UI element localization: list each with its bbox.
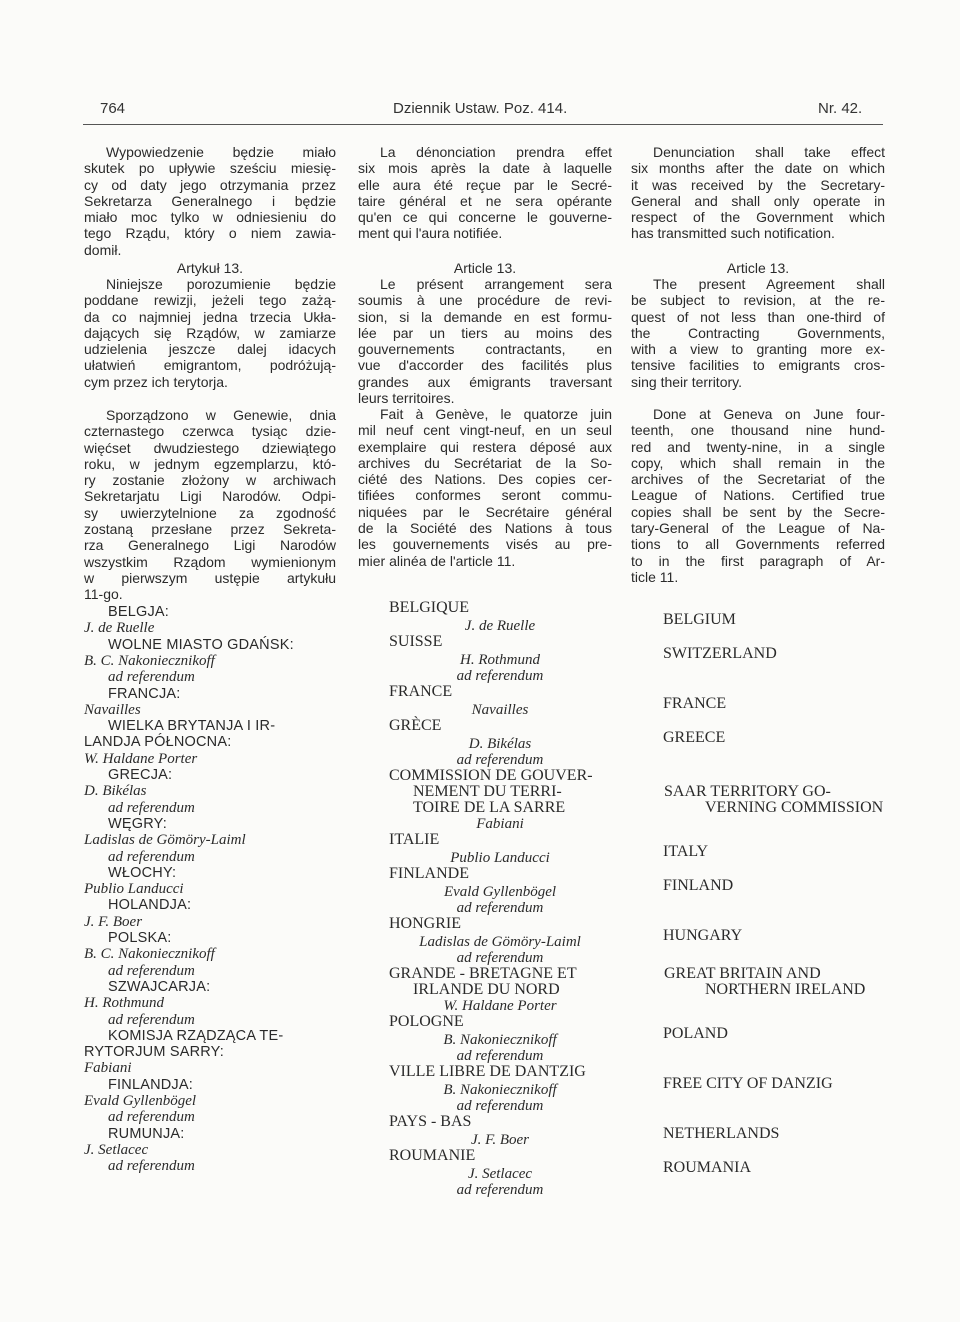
text-line: dających się Rządów, w zamiarze [84, 324, 336, 341]
country-label-fr: NEMENT DU TERRI- [413, 783, 562, 800]
english-paragraph-3 [631, 406, 885, 585]
country-label-fr: TOIRE DE LA SARRE [413, 799, 566, 816]
country-label-fr: HONGRIE [389, 915, 461, 932]
ad-referendum-note: ad referendum [456, 1098, 544, 1114]
text-line: niquées par le Secrétaire général [358, 503, 612, 520]
english-article-heading: Article 13. [726, 260, 790, 276]
country-label-fr: ITALIE [389, 831, 440, 848]
text-line: sy uwierzytelnione za zgodność [84, 504, 336, 521]
country-label: BELGJA: [108, 604, 170, 620]
text-line: cy od daty jego otrzymania przez [84, 176, 336, 193]
country-label: FINLANDJA: [108, 1076, 193, 1093]
text-line: it was received by the Secretary- [631, 176, 885, 193]
text-line: wszystkim Rządom wymienionym [84, 553, 336, 570]
text-line: six months after the date on which [631, 160, 885, 177]
text-line: soumis à une procédure de revi- [358, 292, 612, 309]
country-label-en: BELGIUM [663, 611, 736, 628]
text-line: has transmitted such notification. [631, 225, 835, 242]
signatory-name: B. Nakoniecznikoff [443, 1082, 557, 1098]
text-line: więćset dwudziestego dziewiątego [84, 439, 336, 456]
journal-title: Dziennik Ustaw. Poz. 414. [393, 100, 568, 117]
text-line: with a view to granting more ex- [631, 341, 885, 358]
text-line: ułatwień emigrantom, podróżują- [84, 357, 336, 374]
header-rule [83, 124, 883, 125]
text-line: sion, si la demande en est formu- [358, 308, 612, 325]
polish-article-heading: Artykuł 13. [176, 260, 244, 276]
country-label-en: POLAND [663, 1025, 728, 1042]
ad-referendum-note: ad referendum [108, 669, 195, 686]
text-line: roku, w jednym egzemplarzu, któ- [84, 455, 336, 472]
polish-paragraph-2 [84, 276, 336, 390]
signatory-name: J. F. Boer [470, 1132, 530, 1148]
text-line: tifiées conformes seront commu- [358, 487, 612, 504]
french-article-heading: Article 13. [453, 260, 517, 276]
text-line: ciété des Nations. Des copies cer- [358, 471, 612, 488]
text-line: w pierwszym ustępie artykułu [84, 569, 336, 586]
ad-referendum-note: ad referendum [108, 1109, 195, 1126]
signatory-name: Navailles [84, 701, 141, 718]
text-line: red and twenty-nine, in a single [631, 438, 885, 455]
country-label: WOLNE MIASTO GDAŃSK: [108, 636, 294, 653]
country-label-fr: SUISSE [389, 633, 443, 650]
ad-referendum-note: ad referendum [456, 1048, 544, 1064]
english-paragraph-1 [631, 144, 885, 242]
text-line: six mois après la date à laquelle [358, 160, 612, 177]
text-line: ry zostanie złożony w archiwach [84, 472, 336, 489]
text-line: elle aura été reçue par le Secré- [358, 176, 612, 193]
country-label-en: FREE CITY OF DANZIG [663, 1075, 833, 1092]
text-line: Sekretarjatu Ligi Narodów. Odpi- [84, 488, 336, 505]
text-line: mier alinéa de l'article 11. [358, 552, 516, 569]
country-label: HOLANDJA: [108, 897, 192, 914]
text-line: Denunciation shall take effect [653, 144, 885, 160]
text-line: les gouvernements visés au pre- [358, 536, 612, 553]
text-line: lée par un tiers au moins des [358, 324, 612, 341]
polish-paragraph-1 [84, 144, 336, 258]
text-line: the Contracting Governments, [631, 324, 885, 341]
text-line: taire général et ne sera opérante [358, 192, 612, 209]
text-line: teenth, one thousand nine hund- [631, 422, 885, 439]
text-line: Fait à Genève, le quatorze juin [380, 406, 612, 422]
signatory-name: J. F. Boer [84, 913, 143, 930]
country-label-fr: ROUMANIE [389, 1147, 476, 1164]
text-line: tensive facilities to emigrants cros- [631, 357, 885, 374]
text-line: Le présent arrangement sera [380, 276, 612, 292]
country-label-fr: COMMISSION DE GOUVER- [389, 767, 593, 784]
ad-referendum-note: ad referendum [456, 950, 544, 966]
country-label: WIELKA BRYTANJA I IR- [108, 718, 276, 735]
signatory-name: Evald Gyllenbögel [84, 1093, 197, 1109]
text-line: ment qui l'aura notifiée. [358, 225, 503, 242]
signatory-name: D. Bikélas [84, 783, 147, 800]
text-line: gouvernements contractants, en [358, 341, 612, 358]
ad-referendum-note: ad referendum [456, 668, 544, 684]
signatory-name: W. Haldane Porter [443, 998, 557, 1014]
text-line: sing their territory. [631, 373, 742, 390]
text-line: poddane rewizji, jeżeli tego zażą- [84, 292, 336, 309]
signatory-name: J. Setlacec [467, 1166, 533, 1182]
country-label-fr: BELGIQUE [389, 599, 469, 616]
text-line: grandes aux émigrants traversant [358, 373, 612, 390]
text-line: qu'en ce qui concerne le gouverne- [358, 209, 612, 226]
country-label: RUMUNJA: [108, 1125, 185, 1142]
text-line: skutek po upływie sześciu miesię- [84, 160, 336, 177]
text-line: leurs territoires. [358, 390, 455, 407]
page-number: 764 [100, 100, 126, 117]
signatory-name: B. C. Nakoniecznikoff [84, 652, 215, 669]
text-line: archives of the Secretariat of the [631, 471, 885, 488]
text-line: La dénonciation prendra effet [380, 144, 612, 160]
text-line: vue d'accorder des facilités plus [358, 357, 612, 374]
signatory-name: Ladislas de Gömöry-Laiml [419, 934, 581, 950]
signatory-name: Publio Landucci [450, 850, 550, 866]
country-label-en: NETHERLANDS [663, 1125, 780, 1142]
text-line: cym przez ich terytorja. [84, 373, 228, 390]
text-line: Sporządzono w Genewie, dnia [106, 407, 336, 423]
country-label: WĘGRY: [108, 815, 167, 832]
french-paragraph-3 [358, 406, 612, 569]
country-label: GRECJA: [108, 767, 173, 783]
country-label-en: ITALY [663, 843, 709, 860]
country-label-fr: VILLE LIBRE DE DANTZIG [389, 1063, 586, 1080]
text-line: zostaną przesłane przez Sekreta- [84, 521, 336, 538]
country-label-fr: IRLANDE DU NORD [413, 981, 560, 998]
text-line: to in the first paragraph of Ar- [631, 552, 885, 569]
text-line: The present Agreement shall [653, 276, 885, 292]
signatory-name: J. Setlacec [84, 1141, 149, 1158]
text-line: miało moc tylko w odniesieniu do [84, 209, 336, 226]
text-line: ticle 11. [631, 568, 679, 585]
country-label-en: GREECE [663, 729, 726, 746]
country-label-fr: GRANDE - BRETAGNE ET [389, 965, 577, 982]
text-line: tions to all Governments referred [631, 536, 885, 553]
country-label: LANDJA PÓŁNOCNA: [84, 734, 232, 751]
country-label: POLSKA: [108, 930, 172, 946]
ad-referendum-note: ad referendum [108, 1158, 195, 1175]
text-line: czternastego czerwca tysiąc dzie- [84, 423, 336, 440]
text-line: da co najmniej jedna trzecia Ukła- [84, 308, 336, 325]
signatory-name: J. de Ruelle [84, 620, 155, 637]
country-label-en: HUNGARY [663, 927, 743, 944]
signatory-name: Fabiani [84, 1060, 132, 1077]
signatory-name: B. C. Nakoniecznikoff [84, 946, 215, 963]
text-line: General and shall only operate in [631, 192, 885, 209]
country-label-en: FINLAND [663, 877, 734, 894]
text-line: Sekretarza Generalnego i będzie [84, 192, 336, 209]
issue-number: Nr. 42. [818, 100, 863, 117]
country-label-fr: FINLANDE [389, 865, 469, 882]
text-line: Wypowiedzenie będzie miało [106, 144, 336, 160]
country-label: WŁOCHY: [108, 864, 177, 881]
signatory-name: Publio Landucci [84, 881, 184, 898]
text-line: quest of not less than one-third of [631, 308, 885, 325]
signatory-name: Ladislas de Gömöry-Laiml [84, 832, 246, 849]
ad-referendum-note: ad referendum [456, 752, 544, 768]
country-label: RYTORJUM SARRY: [84, 1044, 224, 1061]
text-line: tego Rządu, który o niem zawia- [84, 225, 336, 242]
text-line: domił. [84, 241, 122, 258]
country-label-en: VERNING COMMISSION [705, 799, 884, 816]
text-line: archives du Secrétariat de la So- [358, 454, 612, 471]
french-paragraph-2 [358, 276, 612, 406]
signatory-name: Navailles [471, 702, 529, 718]
signatory-name: H. Rothmund [84, 995, 164, 1012]
text-line: respect of the Government which [631, 209, 885, 226]
country-label-en: GREAT BRITAIN AND [664, 965, 821, 982]
country-label-fr: POLOGNE [389, 1013, 464, 1030]
signatory-name: B. Nakoniecznikoff [443, 1032, 557, 1048]
text-line: de la Société des Nations à tous [358, 520, 612, 537]
signatory-name: W. Haldane Porter [84, 750, 198, 767]
country-label-en: SWITZERLAND [663, 645, 777, 662]
ad-referendum-note: ad referendum [456, 1182, 544, 1198]
text-line: Niniejsze porozumienie będzie [106, 276, 336, 292]
ad-referendum-note: ad referendum [456, 900, 544, 916]
ad-referendum-note: ad referendum [108, 799, 195, 816]
signatory-name: D. Bikélas [468, 736, 532, 752]
text-line: mil neuf cent vingt-neuf, en un seul [358, 422, 612, 439]
ad-referendum-note: ad referendum [108, 962, 195, 979]
country-label: KOMISJA RZĄDZĄCA TE- [108, 1027, 284, 1044]
country-label-en: SAAR TERRITORY GO- [664, 783, 831, 800]
country-label-en: ROUMANIA [663, 1159, 751, 1176]
english-paragraph-2 [631, 276, 885, 390]
ad-referendum-note: ad referendum [108, 848, 195, 865]
country-label: FRANCJA: [108, 685, 181, 702]
country-label-fr: FRANCE [389, 683, 453, 700]
text-line: copy, which shall remain in the [631, 454, 885, 471]
french-paragraph-1 [358, 144, 612, 242]
text-line: copies shall be sent by the Secre- [631, 503, 885, 520]
signatory-name: H. Rothmund [460, 652, 540, 668]
text-line: tary-General of the League of Na- [631, 520, 885, 537]
text-line: exemplaire qui restera déposé aux [358, 438, 612, 455]
text-line: be subject to revision, at the re- [631, 292, 885, 309]
ad-referendum-note: ad referendum [108, 1011, 195, 1028]
signatory-name: Evald Gyllenbögel [443, 884, 557, 900]
country-label-fr: PAYS - BAS [389, 1113, 472, 1130]
signatory-name: Fabiani [476, 816, 524, 832]
text-line: League of Nations. Certified true [631, 487, 885, 504]
text-line: Done at Geneva on June four- [653, 406, 885, 422]
signatory-name: J. de Ruelle [464, 618, 536, 634]
country-label: SZWAJCARJA: [108, 978, 211, 995]
text-line: rza Generalnego Ligi Narodów [84, 537, 336, 554]
country-label-en: NORTHERN IRELAND [705, 981, 866, 998]
text-line: 11-go. [84, 586, 123, 603]
text-line: udzielenia jeszcze dalej idacych [84, 341, 336, 358]
country-label-fr: GRÈCE [389, 717, 442, 734]
polish-paragraph-3 [84, 407, 336, 603]
country-label-en: FRANCE [663, 695, 727, 712]
